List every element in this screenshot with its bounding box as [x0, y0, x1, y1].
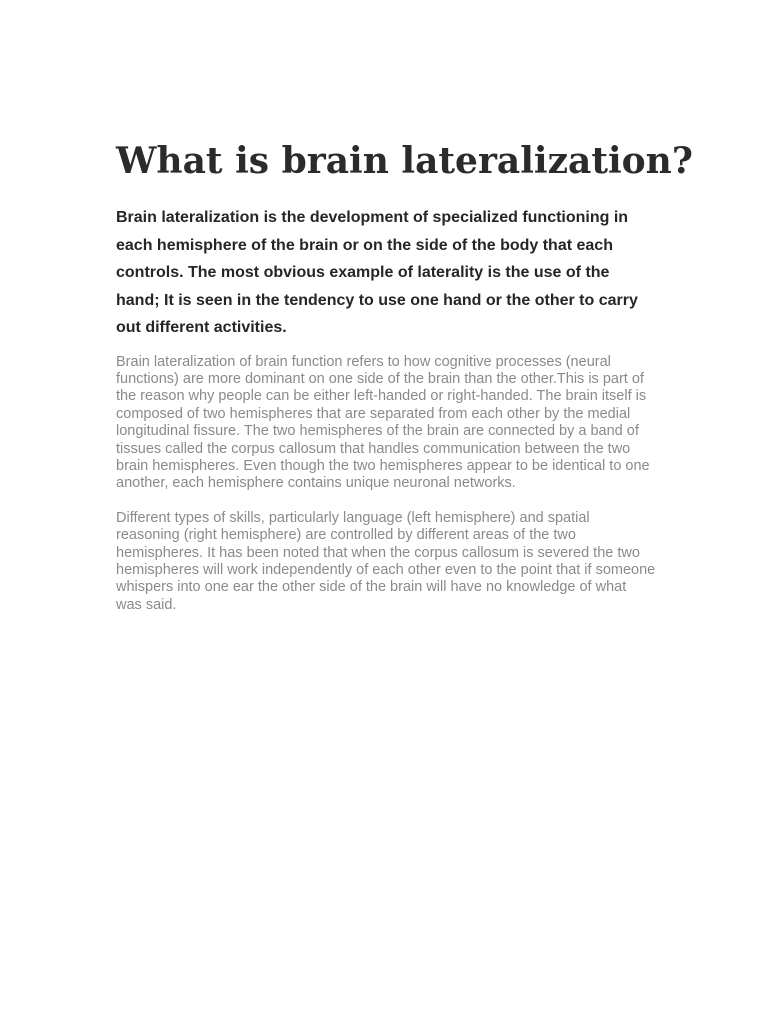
lead-paragraph: Brain lateralization is the development of specialized functioning in each hemisphere of the brain or on the side of the body that each controls. The most obvious example of laterality is the use of the hand; It is seen in the tendency to use one hand or the other to carry out different activities. — [116, 209, 638, 336]
article — [116, 138, 693, 614]
body-paragraph: Brain lateralization of brain function refers to how cognitive processes (neural functions) are more dominant on one side of the brain than the other.This is part of the reason why people can be either left-handed or right-handed. The brain itself is composed of two hemispheres that are separated from each other by the medial longitudinal fissure. The two hemispheres of the brain are connected by a band of tissues called the corpus callosum that handles communication between the two brain hemispheres. Even though the two hemispheres appear to be identical to one another, each hemisphere contains unique neuronal networks. — [116, 353, 650, 492]
article-title: What is brain lateralization? — [116, 140, 693, 182]
body-paragraph: Different types of skills, particularly language (left hemisphere) and spatial reasoning (right hemisphere) are controlled by different areas of the two hemispheres. It has been noted that when the corpus callosum is severed the two hemispheres will work independently of each other even to the point that if someone whispers into one ear the other side of the brain will have no knowledge of what was said. — [116, 509, 656, 613]
